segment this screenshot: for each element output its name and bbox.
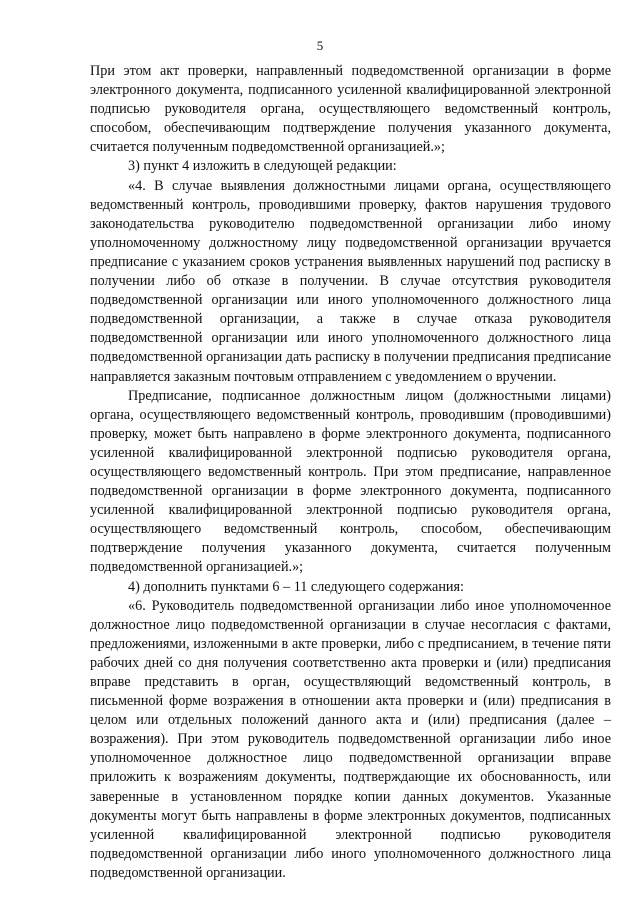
document-body	[90, 62, 611, 883]
paragraph-item-3-heading: 3) пункт 4 изложить в следующей редакции:	[128, 158, 397, 175]
paragraph-act-received: При этом акт проверки, направленный подведомственной организации в форме электронного документа, подписанного усиленной квалифицированной электронной подписью руководителя органа, осуществляющего ведомственный контроль, способом, обеспечивающим подтверждение получения указанного документа, считается полученным подведомственной организацией.»;	[90, 63, 611, 156]
paragraph-clause-4: «4. В случае выявления должностными лицами органа, осуществляющего ведомственный контроль, проводившими проверку, фактов нарушения трудового законодательства руководителю подведомственной организации либо иному уполномоченному должностному лицу подведомственной организации вручается предписание с указанием сроков устранения выявленных нарушений под расписку в получении либо об отказе в получении. В случае отсутствия руководителя подведомственной организации или иного уполномоченного должностного лица подведомственной организации, а также в случае отказа руководителя подведомственной организации или иного уполномоченного должностного лица подведомственной организации дать расписку в получении предписания предписание направляется заказным почтовым отправлением с уведомлением о вручении.	[90, 177, 612, 385]
page-number: 5	[316, 38, 324, 53]
paragraph-item-4-heading: 4) дополнить пунктами 6 – 11 следующего содержания:	[128, 578, 464, 595]
paragraph-prescription-electronic: Предписание, подписанное должностным лицом (должностными лицами) органа, осуществляющего ведомственный контроль, проводившим (проводившими) проверку, может быть направлено в форме электронного документа, подписанного усиленной квалифицированной электронной подписью руководителя органа, осуществляющего ведомственный контроль. При этом предписание, направленное подведомственной организации в форме электронного документа, подписанного усиленной квалифицированной электронной подписью руководителя органа, осуществляющего ведомственный контроль, способом, обеспечивающим подтверждение получения указанного документа, считается полученным подведомственной организацией.»;	[90, 387, 611, 576]
paragraph-clause-6: «6. Руководитель подведомственной организации либо иное уполномоченное должностное лицо подведомственной организации в случае несогласия с фактами, предложениями, изложенными в акте проверки, либо с предписанием, в течение пяти рабочих дней со дня получения соответственно акта проверки и (или) предписания вправе представить в орган, осуществляющий ведомственный контроль, в письменной форме возражения в отношении акта проверки и (или) предписания в целом или отдельных положений данного акта и (или) предписания (далее – возражения). При этом руководитель подведомственной организации либо иное уполномоченное должностное лицо подведомственной организации вправе приложить к возражениям документы, подтверждающие их обоснованность, или заверенные в установленном порядке копии данных документов. Указанные документы могут быть направлены в форме электронных документов, подписанных усиленной квалифицированной электронной подписью руководителя подведомственной организации либо иного уполномоченного должностного лица подведомственной организации.	[90, 597, 611, 881]
